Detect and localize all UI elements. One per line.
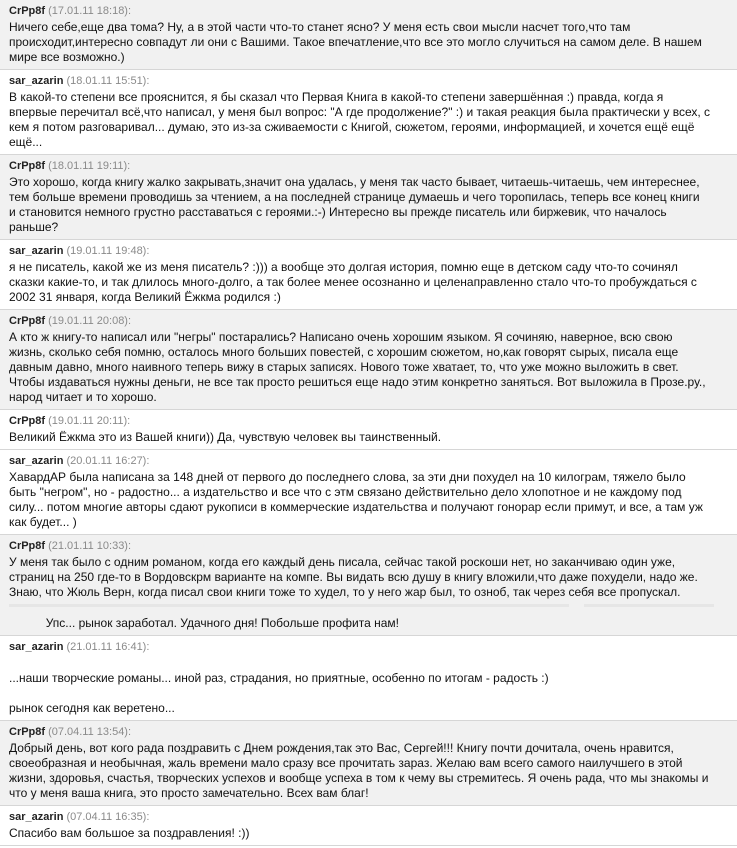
comment-date: (19.01.11 20:08): [48, 315, 132, 327]
comment-text: ...наши творческие романы... иной раз, страдания, но приятные, особенно по итогам - радость :) рынок сегодня как веретено... [9, 671, 549, 715]
comment-text: Спасибо вам большое за поздравления! :)) [9, 826, 250, 840]
comment-author[interactable]: sar_azarin [9, 245, 64, 257]
comment-author[interactable]: CrPp8f [9, 540, 46, 552]
comment-date: (17.01.11 18:18): [48, 5, 132, 17]
comment-date: (19.01.11 19:48): [66, 245, 150, 257]
comment-date: (07.04.11 13:54): [48, 726, 132, 738]
comment-5 [0, 310, 737, 410]
comment-text: Великий Ёжкма это из Вашей книги)) Да, чувствую человек вы таинственный. [9, 430, 442, 444]
comment-author[interactable]: CrPp8f [9, 726, 46, 738]
comment-8 [0, 535, 737, 636]
comment-10 [0, 721, 737, 806]
comment-author[interactable]: CrPp8f [9, 5, 46, 17]
comment-author[interactable]: sar_azarin [9, 455, 64, 467]
comment-date: (20.01.11 16:27): [66, 455, 150, 467]
comment-date: (07.04.11 16:35): [66, 811, 150, 823]
comment-text: Это хорошо, когда книгу жалко закрывать,значит она удалась, у меня так часто бывает, читаешь-читаешь, чем интереснее, тем больше времени проводишь за чтением, а на последней странице думаешь и чего торопилась, теперь все конец книги и становится немного грустно расставаться с героями.:-) Интересно вы прежде писатель или биржевик, что началось раньше? [9, 175, 700, 234]
comment-text-continued: Упс... рынок заработал. Удачного дня! Побольше профита нам! [9, 616, 400, 630]
comment-author[interactable]: sar_azarin [9, 641, 64, 653]
comment-author[interactable]: CrPp8f [9, 315, 46, 327]
comment-7 [0, 450, 737, 535]
comment-3 [0, 155, 737, 240]
comment-text: я не писатель, какой же из меня писатель? :))) а вообще это долгая история, помню еще в детском саду что-то сочинял сказки какие-то, и так длилось много-долго, а так более менее осознанно и целенаправленно стало что-то пробуждаться с 2002 31 января, когда Великий Ёжкма родился :) [9, 260, 697, 304]
comment-2 [0, 70, 737, 155]
comment-6 [0, 410, 737, 450]
comment-author[interactable]: sar_azarin [9, 811, 64, 823]
comment-date: (18.01.11 15:51): [66, 75, 150, 87]
comment-9 [0, 636, 737, 721]
comment-text: Ничего себе,еще два тома? Ну, а в этой части что-то станет ясно? У меня есть свои мысли насчет того,что там происходит,интересно совпадут ли они с Вашими. Такое впечатление,что все это могло случиться на самом деле. В нашем мире все возможно.) [9, 20, 702, 64]
comment-author[interactable]: sar_azarin [9, 75, 64, 87]
comment-date: (19.01.11 20:11): [48, 415, 131, 427]
comment-date: (21.01.11 16:41): [66, 641, 150, 653]
rendering-artifact [9, 600, 729, 614]
comment-text: В какой-то степени все прояснится, я бы сказал что Первая Книга в какой-то степени завершённая :) правда, когда я впервые перечитал всё,что написал, у меня был вопрос: "А где продолжение?" :) и такая реакция была практически у всех, с кем я потом разговаривал... думаю, это из-за сживаемости с Книгой, сюжетом, героями, информацией, и хочется ещё ещё ещё... [9, 90, 711, 149]
comment-1 [0, 0, 737, 70]
comment-text: Добрый день, вот кого рада поздравить с Днем рождения,так это Вас, Сергей!!! Книгу почти дочитала, очень нравится, своеобразная и необычная, жаль времени мало сразу все прочитать зараз. Желаю вам всего самого наилучшего в этой жизни, здоровья, счастья, творческих успехов и вообще успеха в том к чему вы стремитесь. Я очень рада, что мы знакомы и что у меня ваша книга, это просто замечательно. Всех вам благ! [9, 741, 709, 800]
comment-text: ХавардАР была написана за 148 дней от первого до последнего слова, за эти дни похудел на 10 килограм, тяжело было быть "негром", но - радостно... а издательство и все что с этм связано действительно дело хлопотное и не каждому под силу... потом многие авторы сдают рукописи в коммерческие издательства и получают гонорар если примут, и все, а там уж как будет... ) [9, 470, 703, 529]
comment-date: (18.01.11 19:11): [48, 160, 131, 172]
comment-text: У меня так было с одним романом, когда его каждый день писала, сейчас такой роскоши нет, но заканчиваю один уже, страниц на 250 где-то в Вордовскрм варианте на компе. Вы видать всю душу в книгу вложили,что даже похудели, надо же. Знаю, что Жюль Верн, когда писал свои книги тоже то худел, то у него жар был, то озноб, так через себя все пропускал. [9, 555, 698, 599]
comment-date: (21.01.11 10:33): [48, 540, 132, 552]
comment-author[interactable]: CrPp8f [9, 160, 46, 172]
comment-author[interactable]: CrPp8f [9, 415, 46, 427]
comment-4 [0, 240, 737, 310]
comment-text: А кто ж книгу-то написал или "негры" постарались? Написано очень хорошим языком. Я сочиняю, наверное, всю свою жизнь, сколько себя помню, осталось много больших повестей, с хорошим сюжетом, но,как говорят сырых, писала еще давным давно, много наивного теперь вижу в старых записях. Нового тоже хватает, то, что уже можно выложить в свет. Чтобы издаваться нужны деньги, не все так просто решиться еще надо этим конкретно заняться. Вот выложила в Прозе.ру., народ читает и то хорошо. [9, 330, 706, 404]
comment-11 [0, 806, 737, 846]
